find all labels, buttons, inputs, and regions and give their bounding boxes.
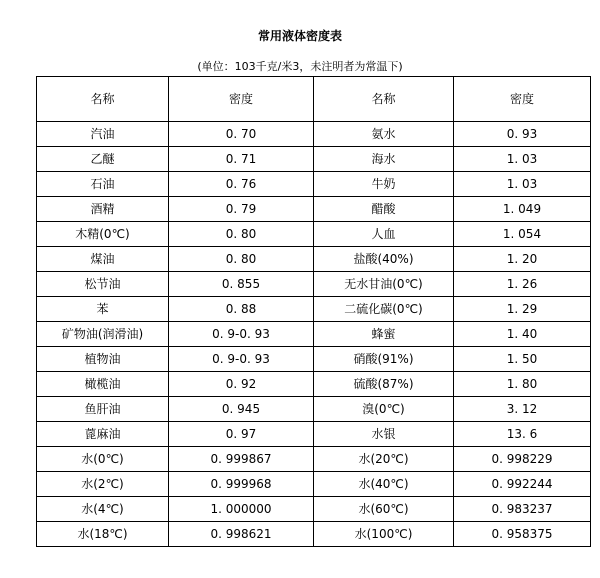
liquid-name-left: 橄榄油 bbox=[37, 372, 169, 397]
table-row bbox=[37, 197, 591, 222]
table-row bbox=[37, 222, 591, 247]
density-value-right: 0. 93 bbox=[454, 122, 591, 147]
table-body bbox=[37, 122, 591, 547]
table-row bbox=[37, 322, 591, 347]
liquid-name-right: 硝酸(91%) bbox=[314, 347, 454, 372]
density-value-left: 0. 97 bbox=[169, 422, 314, 447]
liquid-name-left: 苯 bbox=[37, 297, 169, 322]
density-value-left: 0. 945 bbox=[169, 397, 314, 422]
density-value-right: 1. 03 bbox=[454, 172, 591, 197]
liquid-name-right: 氨水 bbox=[314, 122, 454, 147]
liquid-name-right: 蜂蜜 bbox=[314, 322, 454, 347]
density-value-right: 1. 26 bbox=[454, 272, 591, 297]
density-value-right: 0. 992244 bbox=[454, 472, 591, 497]
density-value-left: 0. 998621 bbox=[169, 522, 314, 547]
table-row bbox=[37, 497, 591, 522]
liquid-name-left: 水(18℃) bbox=[37, 522, 169, 547]
table-row bbox=[37, 397, 591, 422]
liquid-name-right: 溴(0℃) bbox=[314, 397, 454, 422]
density-value-left: 0. 88 bbox=[169, 297, 314, 322]
liquid-name-left: 蓖麻油 bbox=[37, 422, 169, 447]
density-value-right: 1. 80 bbox=[454, 372, 591, 397]
table-row bbox=[37, 272, 591, 297]
liquid-name-right: 牛奶 bbox=[314, 172, 454, 197]
header-name-left: 名称 bbox=[37, 77, 169, 122]
density-value-right: 1. 29 bbox=[454, 297, 591, 322]
liquid-name-right: 水(60℃) bbox=[314, 497, 454, 522]
liquid-name-left: 木精(0℃) bbox=[37, 222, 169, 247]
liquid-name-right: 水银 bbox=[314, 422, 454, 447]
liquid-name-left: 水(4℃) bbox=[37, 497, 169, 522]
density-value-left: 1. 000000 bbox=[169, 497, 314, 522]
liquid-name-left: 矿物油(润滑油) bbox=[37, 322, 169, 347]
liquid-name-right: 水(20℃) bbox=[314, 447, 454, 472]
liquid-name-left: 汽油 bbox=[37, 122, 169, 147]
density-value-left: 0. 855 bbox=[169, 272, 314, 297]
liquid-name-right: 水(100℃) bbox=[314, 522, 454, 547]
density-value-right: 3. 12 bbox=[454, 397, 591, 422]
table-row bbox=[37, 372, 591, 397]
liquid-name-left: 水(0℃) bbox=[37, 447, 169, 472]
header-density-left: 密度 bbox=[169, 77, 314, 122]
liquid-name-left: 石油 bbox=[37, 172, 169, 197]
density-value-left: 0. 9-0. 93 bbox=[169, 322, 314, 347]
table-row bbox=[37, 297, 591, 322]
header-density-right: 密度 bbox=[454, 77, 591, 122]
density-value-right: 1. 03 bbox=[454, 147, 591, 172]
density-value-left: 0. 999867 bbox=[169, 447, 314, 472]
density-value-right: 13. 6 bbox=[454, 422, 591, 447]
liquid-name-left: 煤油 bbox=[37, 247, 169, 272]
density-value-left: 0. 999968 bbox=[169, 472, 314, 497]
page-title: 常用液体密度表 bbox=[257, 29, 342, 43]
liquid-name-right: 海水 bbox=[314, 147, 454, 172]
density-value-left: 0. 80 bbox=[169, 247, 314, 272]
density-value-right: 0. 958375 bbox=[454, 522, 591, 547]
density-value-right: 1. 50 bbox=[454, 347, 591, 372]
density-table bbox=[36, 76, 591, 547]
table-row bbox=[37, 147, 591, 172]
density-value-right: 0. 983237 bbox=[454, 497, 591, 522]
density-value-right: 1. 40 bbox=[454, 322, 591, 347]
table-row bbox=[37, 472, 591, 497]
header-name-right: 名称 bbox=[314, 77, 454, 122]
header-row bbox=[37, 77, 591, 122]
liquid-name-right: 醋酸 bbox=[314, 197, 454, 222]
density-value-left: 0. 71 bbox=[169, 147, 314, 172]
density-value-left: 0. 92 bbox=[169, 372, 314, 397]
liquid-name-right: 硫酸(87%) bbox=[314, 372, 454, 397]
density-value-left: 0. 80 bbox=[169, 222, 314, 247]
density-value-left: 0. 70 bbox=[169, 122, 314, 147]
table-row bbox=[37, 172, 591, 197]
unit-note: (单位：103千克/米3，未注明者为常温下) bbox=[197, 60, 403, 73]
density-value-right: 1. 049 bbox=[454, 197, 591, 222]
table-row bbox=[37, 447, 591, 472]
liquid-name-left: 乙醚 bbox=[37, 147, 169, 172]
table-row bbox=[37, 247, 591, 272]
liquid-name-right: 人血 bbox=[314, 222, 454, 247]
liquid-name-left: 鱼肝油 bbox=[37, 397, 169, 422]
liquid-name-right: 二硫化碳(0℃) bbox=[314, 297, 454, 322]
table-row bbox=[37, 522, 591, 547]
liquid-name-left: 酒精 bbox=[37, 197, 169, 222]
table-row bbox=[37, 347, 591, 372]
liquid-name-right: 水(40℃) bbox=[314, 472, 454, 497]
liquid-name-right: 盐酸(40%) bbox=[314, 247, 454, 272]
table-row bbox=[37, 122, 591, 147]
liquid-name-left: 植物油 bbox=[37, 347, 169, 372]
density-value-left: 0. 79 bbox=[169, 197, 314, 222]
liquid-name-right: 无水甘油(0℃) bbox=[314, 272, 454, 297]
liquid-name-left: 松节油 bbox=[37, 272, 169, 297]
density-value-right: 1. 054 bbox=[454, 222, 591, 247]
density-value-right: 0. 998229 bbox=[454, 447, 591, 472]
density-value-right: 1. 20 bbox=[454, 247, 591, 272]
density-value-left: 0. 76 bbox=[169, 172, 314, 197]
table-row bbox=[37, 422, 591, 447]
liquid-name-left: 水(2℃) bbox=[37, 472, 169, 497]
density-value-left: 0. 9-0. 93 bbox=[169, 347, 314, 372]
